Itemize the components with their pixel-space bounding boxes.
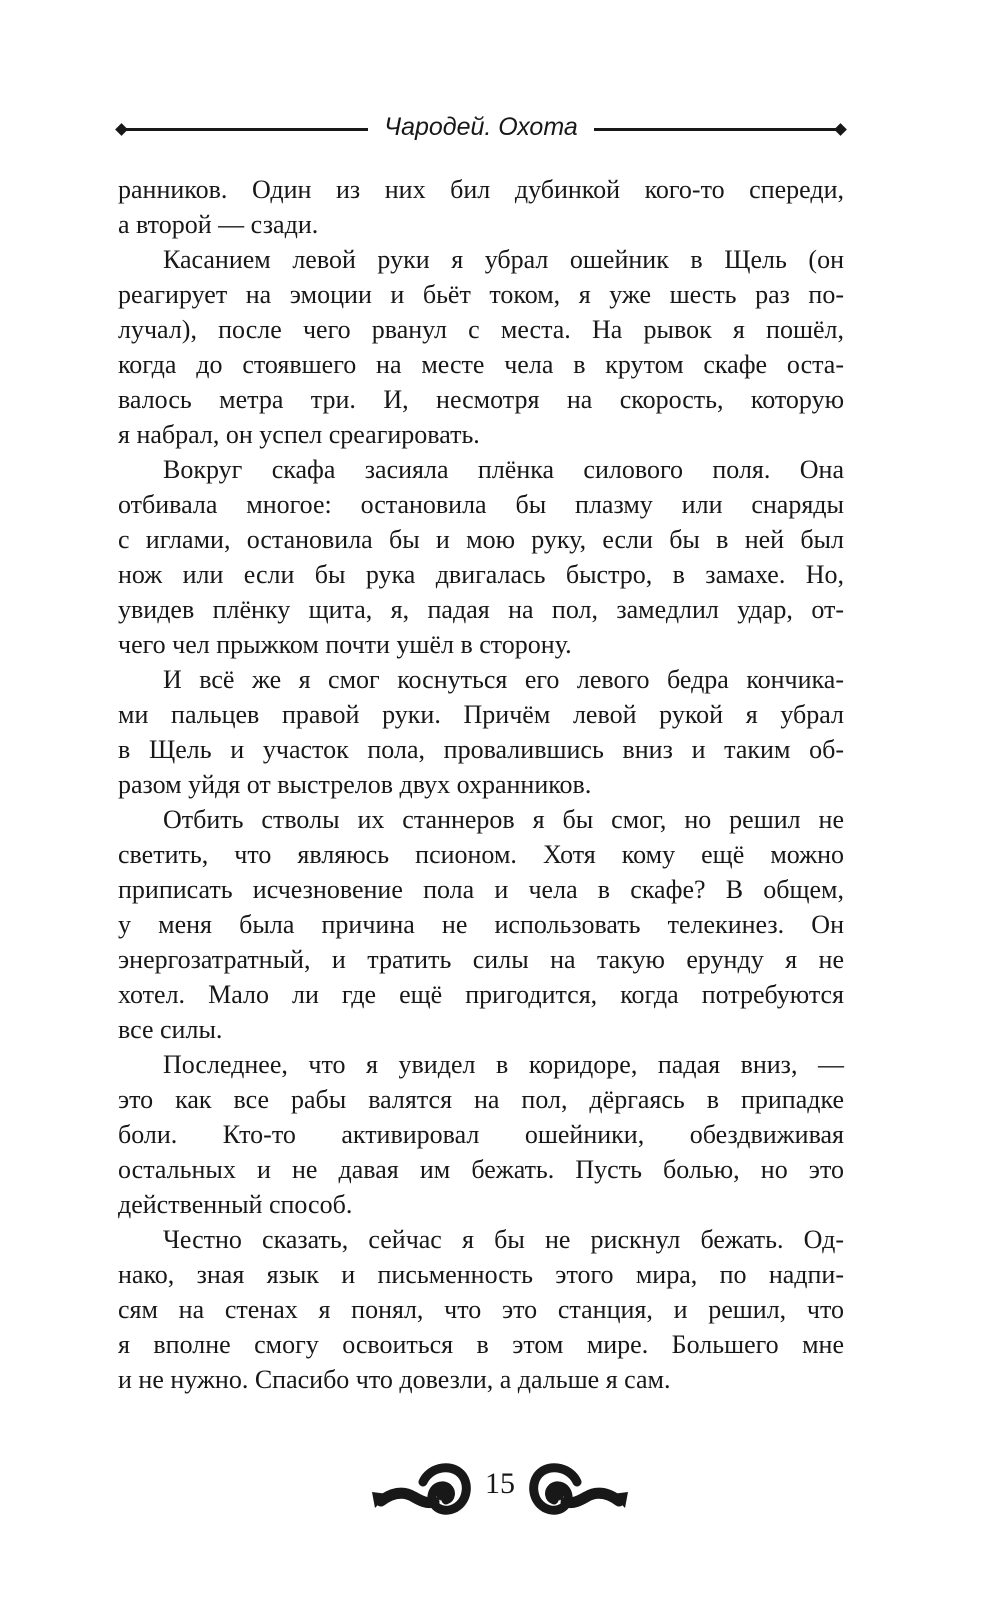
text-line: отбивала многое: остановила бы плазму или снаряды: [118, 490, 844, 519]
text-line: когда до стоявшего на месте чела в крутом скафе оста-: [118, 350, 844, 379]
text-line: лучал), после чего рванул с места. На рывок я пошёл,: [118, 315, 844, 344]
text-line: а второй — сзади.: [118, 210, 319, 239]
paragraph: [118, 1222, 844, 1397]
text-line: это как все рабы валятся на пол, дёргаясь в припадке: [118, 1085, 844, 1114]
book-title: Чародей. Охота: [384, 112, 578, 141]
paragraph: [118, 452, 844, 662]
text-line: я набрал, он успел среагировать.: [118, 420, 480, 449]
text-line: остальных и не давая им бежать. Пусть болью, но это: [118, 1155, 844, 1184]
swirl-flourish-left-icon: [371, 1455, 471, 1519]
body-text: [118, 172, 844, 1397]
text-line: реагирует на эмоции и бьёт током, я уже шесть раз по-: [118, 280, 844, 309]
header-rule-left: [126, 128, 368, 131]
text-line: энергозатратный, и тратить силы на такую ерунду я не: [118, 945, 844, 974]
text-line: приписать исчезновение пола и чела в скафе? В общем,: [118, 875, 844, 904]
text-line: Вокруг скафа засияла плёнка силового поля. Она: [163, 455, 844, 484]
text-line: разом уйдя от выстрелов двух охранников.: [118, 770, 592, 799]
paragraph: [118, 172, 844, 242]
diamond-ornament-left-icon: [115, 123, 128, 136]
text-line: нако, зная язык и письменность этого мира, по надпи-: [118, 1260, 844, 1289]
text-line: И всё же я смог коснуться его левого бедра кончика-: [163, 665, 844, 694]
text-line: валось метра три. И, несмотря на скорость, которую: [118, 385, 844, 414]
paragraph: [118, 802, 844, 1047]
text-line: Касанием левой руки я убрал ошейник в Щель (он: [163, 245, 844, 274]
text-line: Честно сказать, сейчас я бы не рискнул бежать. Од-: [163, 1225, 844, 1254]
text-line: Последнее, что я увидел в коридоре, падая вниз, —: [163, 1050, 844, 1079]
text-line: я вполне смогу освоиться в этом мире. Большего мне: [118, 1330, 844, 1359]
text-line: увидев плёнку щита, я, падая на пол, замедлил удар, от-: [118, 595, 844, 624]
swirl-flourish-right-icon: [529, 1455, 629, 1519]
page-footer: [0, 1455, 1000, 1519]
paragraph: [118, 1047, 844, 1222]
text-line: и не нужно. Спасибо что довезли, а дальше я сам.: [118, 1365, 671, 1394]
text-line: чего чел прыжком почти ушёл в сторону.: [118, 630, 572, 659]
text-line: боли. Кто-то активировал ошейники, обездвиживая: [118, 1120, 844, 1149]
paragraph: [118, 662, 844, 802]
running-head: [117, 111, 845, 147]
text-line: у меня была причина не использовать телекинез. Он: [118, 910, 844, 939]
text-line: действенный способ.: [118, 1190, 353, 1219]
text-line: ранников. Один из них бил дубинкой кого-то спереди,: [118, 175, 844, 204]
text-line: с иглами, остановила бы и мою руку, если бы в ней был: [118, 525, 844, 554]
text-line: все силы.: [118, 1015, 223, 1044]
text-line: хотел. Мало ли где ещё пригодится, когда потребуются: [118, 980, 844, 1009]
text-line: в Щель и участок пола, провалившись вниз и таким об-: [118, 735, 844, 764]
text-line: Отбить стволы их станнеров я бы смог, но решил не: [163, 805, 844, 834]
text-line: ми пальцев правой руки. Причём левой рукой я убрал: [118, 700, 844, 729]
page-number: 15: [485, 1467, 515, 1500]
text-line: сям на стенах я понял, что это станция, и решил, что: [118, 1295, 844, 1324]
paragraph: [118, 242, 844, 452]
diamond-ornament-right-icon: [834, 123, 847, 136]
text-line: светить, что являюсь псионом. Хотя кому ещё можно: [118, 840, 844, 869]
header-rule-right: [594, 128, 836, 131]
text-line: нож или если бы рука двигалась быстро, в замахе. Но,: [118, 560, 844, 589]
